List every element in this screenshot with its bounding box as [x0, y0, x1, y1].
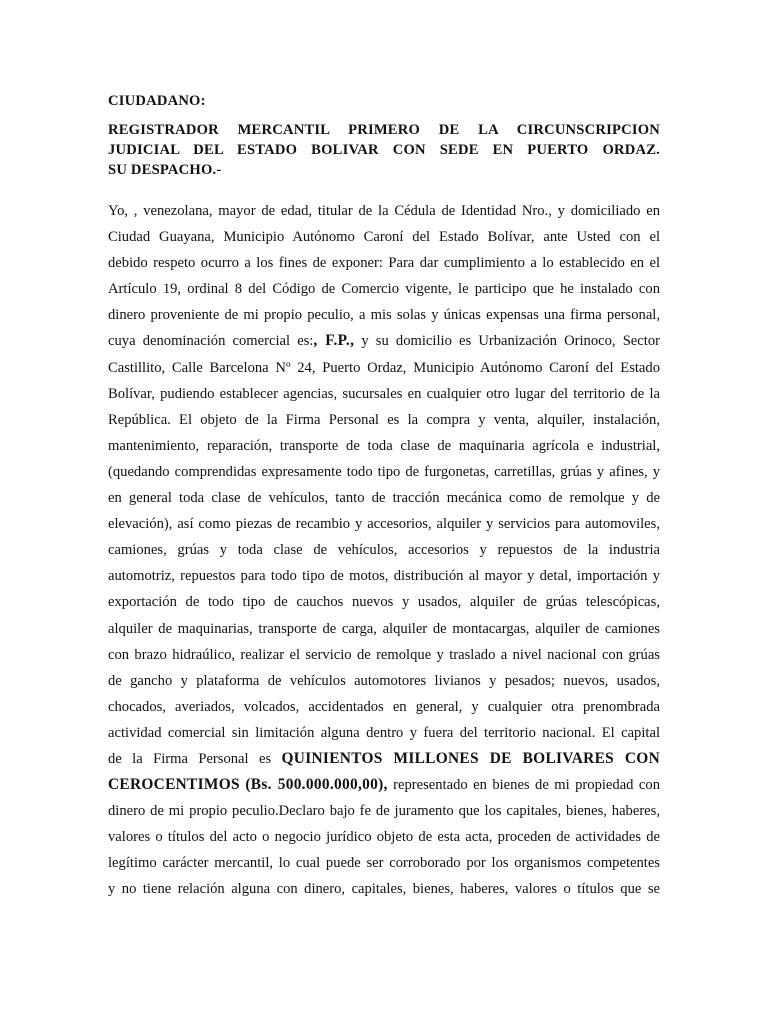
body-line: automotriz, repuestos para todo tipo de motos, distribución al mayor y detal, importación y: [108, 568, 660, 585]
body-line: y no tiene relación alguna con dinero, capitales, bienes, haberes, valores o títulos que se: [108, 881, 660, 898]
recipient-line-3: SU DESPACHO.-: [108, 162, 222, 178]
body-segment: representado en bienes de mi propiedad con: [387, 777, 660, 794]
addressee-block: [108, 91, 660, 180]
body-line: legítimo carácter mercantil, lo cual puede ser corroborado por los organismos competentes: [108, 855, 660, 872]
body-line: [108, 746, 660, 772]
recipient-line-1: REGISTRADOR MERCANTIL PRIMERO DE LA CIRCUNSCRIPCION: [108, 122, 660, 138]
body-line: dinero proveniente de mi propio peculio, a mis solas y únicas expensas una firma personal,: [108, 307, 660, 324]
body-line: mantenimiento, reparación, transporte de toda clase de maquinaria agrícola e industrial,: [108, 437, 660, 454]
recipient-line-2: JUDICIAL DEL ESTADO BOLIVAR CON SEDE EN PUERTO ORDAZ.: [108, 142, 660, 158]
body-line: actividad comercial sin limitación alguna dentro y fuera del territorio nacional. El capital: [108, 724, 660, 741]
letter-body: [108, 198, 660, 903]
body-line: [108, 772, 660, 798]
body-segment: de la Firma Personal es: [108, 750, 272, 767]
body-line: con brazo hidraúlico, realizar el servicio de remolque y traslado a nivel nacional con grúas: [108, 646, 660, 663]
body-line: de gancho y plataforma de vehículos automotores livianos y pesados; nuevos, usados,: [108, 672, 660, 689]
capital-words: QUINIENTOS MILLONES DE BOLIVARES CON: [281, 749, 660, 767]
body-line: Bolívar, pudiendo establecer agencias, sucursales en cualquier otro lugar del territorio de la: [108, 385, 660, 402]
body-line: [108, 328, 660, 354]
body-line: camiones, grúas y toda clase de vehículos, accesorios y repuestos de la industria: [108, 542, 660, 559]
body-line: Yo, , venezolana, mayor de edad, titular de la Cédula de Identidad Nro., y domiciliado en: [108, 203, 660, 219]
body-line: chocados, averiados, volcados, accidentados en general, y cualquier otra prenombrada: [108, 698, 660, 715]
firm-name: , F.P.,: [313, 332, 355, 350]
capital-amount: (Bs. 500.000.000,00),: [245, 776, 388, 794]
body-line: exportación de todo tipo de cauchos nuevos y usados, alquiler de grúas telescópicas,: [108, 594, 660, 611]
body-line: elevación), así como piezas de recambio y accesorios, alquiler y servicios para automoviles,: [108, 516, 660, 533]
body-line: República. El objeto de la Firma Personal es la compra y venta, alquiler, instalación,: [108, 411, 660, 428]
capital-words-end: CEROCENTIMOS: [108, 776, 240, 794]
body-line: alquiler de maquinarias, transporte de carga, alquiler de montacargas, alquiler de camiones: [108, 620, 660, 637]
body-line: (quedando comprendidas expresamente todo tipo de furgonetas, carretillas, grúas y afines, y: [108, 463, 660, 480]
body-line: debido respeto ocurro a los fines de exponer: Para dar cumplimiento a lo establecido en el: [108, 255, 660, 272]
body-segment: cuya denominación comercial es:: [108, 333, 314, 350]
body-line: Artículo 19, ordinal 8 del Código de Comercio vigente, le participo que he instalado con: [108, 281, 660, 298]
body-line: valores o títulos del acto o negocio jurídico objeto de esta acta, proceden de actividades de: [108, 829, 660, 846]
body-line: en general toda clase de vehículos, tanto de tracción mecánica como de remolque y de: [108, 490, 660, 507]
body-segment: y su domicilio es Urbanización Orinoco, Sector: [354, 333, 660, 350]
body-line: Ciudad Guayana, Municipio Autónomo Caroní del Estado Bolívar, ante Usted con el: [108, 229, 660, 246]
body-line: Castillito, Calle Barcelona Nº 24, Puerto Ordaz, Municipio Autónomo Caroní del Estado: [108, 359, 660, 376]
greeting: CIUDADANO:: [108, 93, 206, 109]
body-line: dinero de mi propio peculio.Declaro bajo fe de juramento que los capitales, bienes, haberes,: [108, 803, 660, 820]
